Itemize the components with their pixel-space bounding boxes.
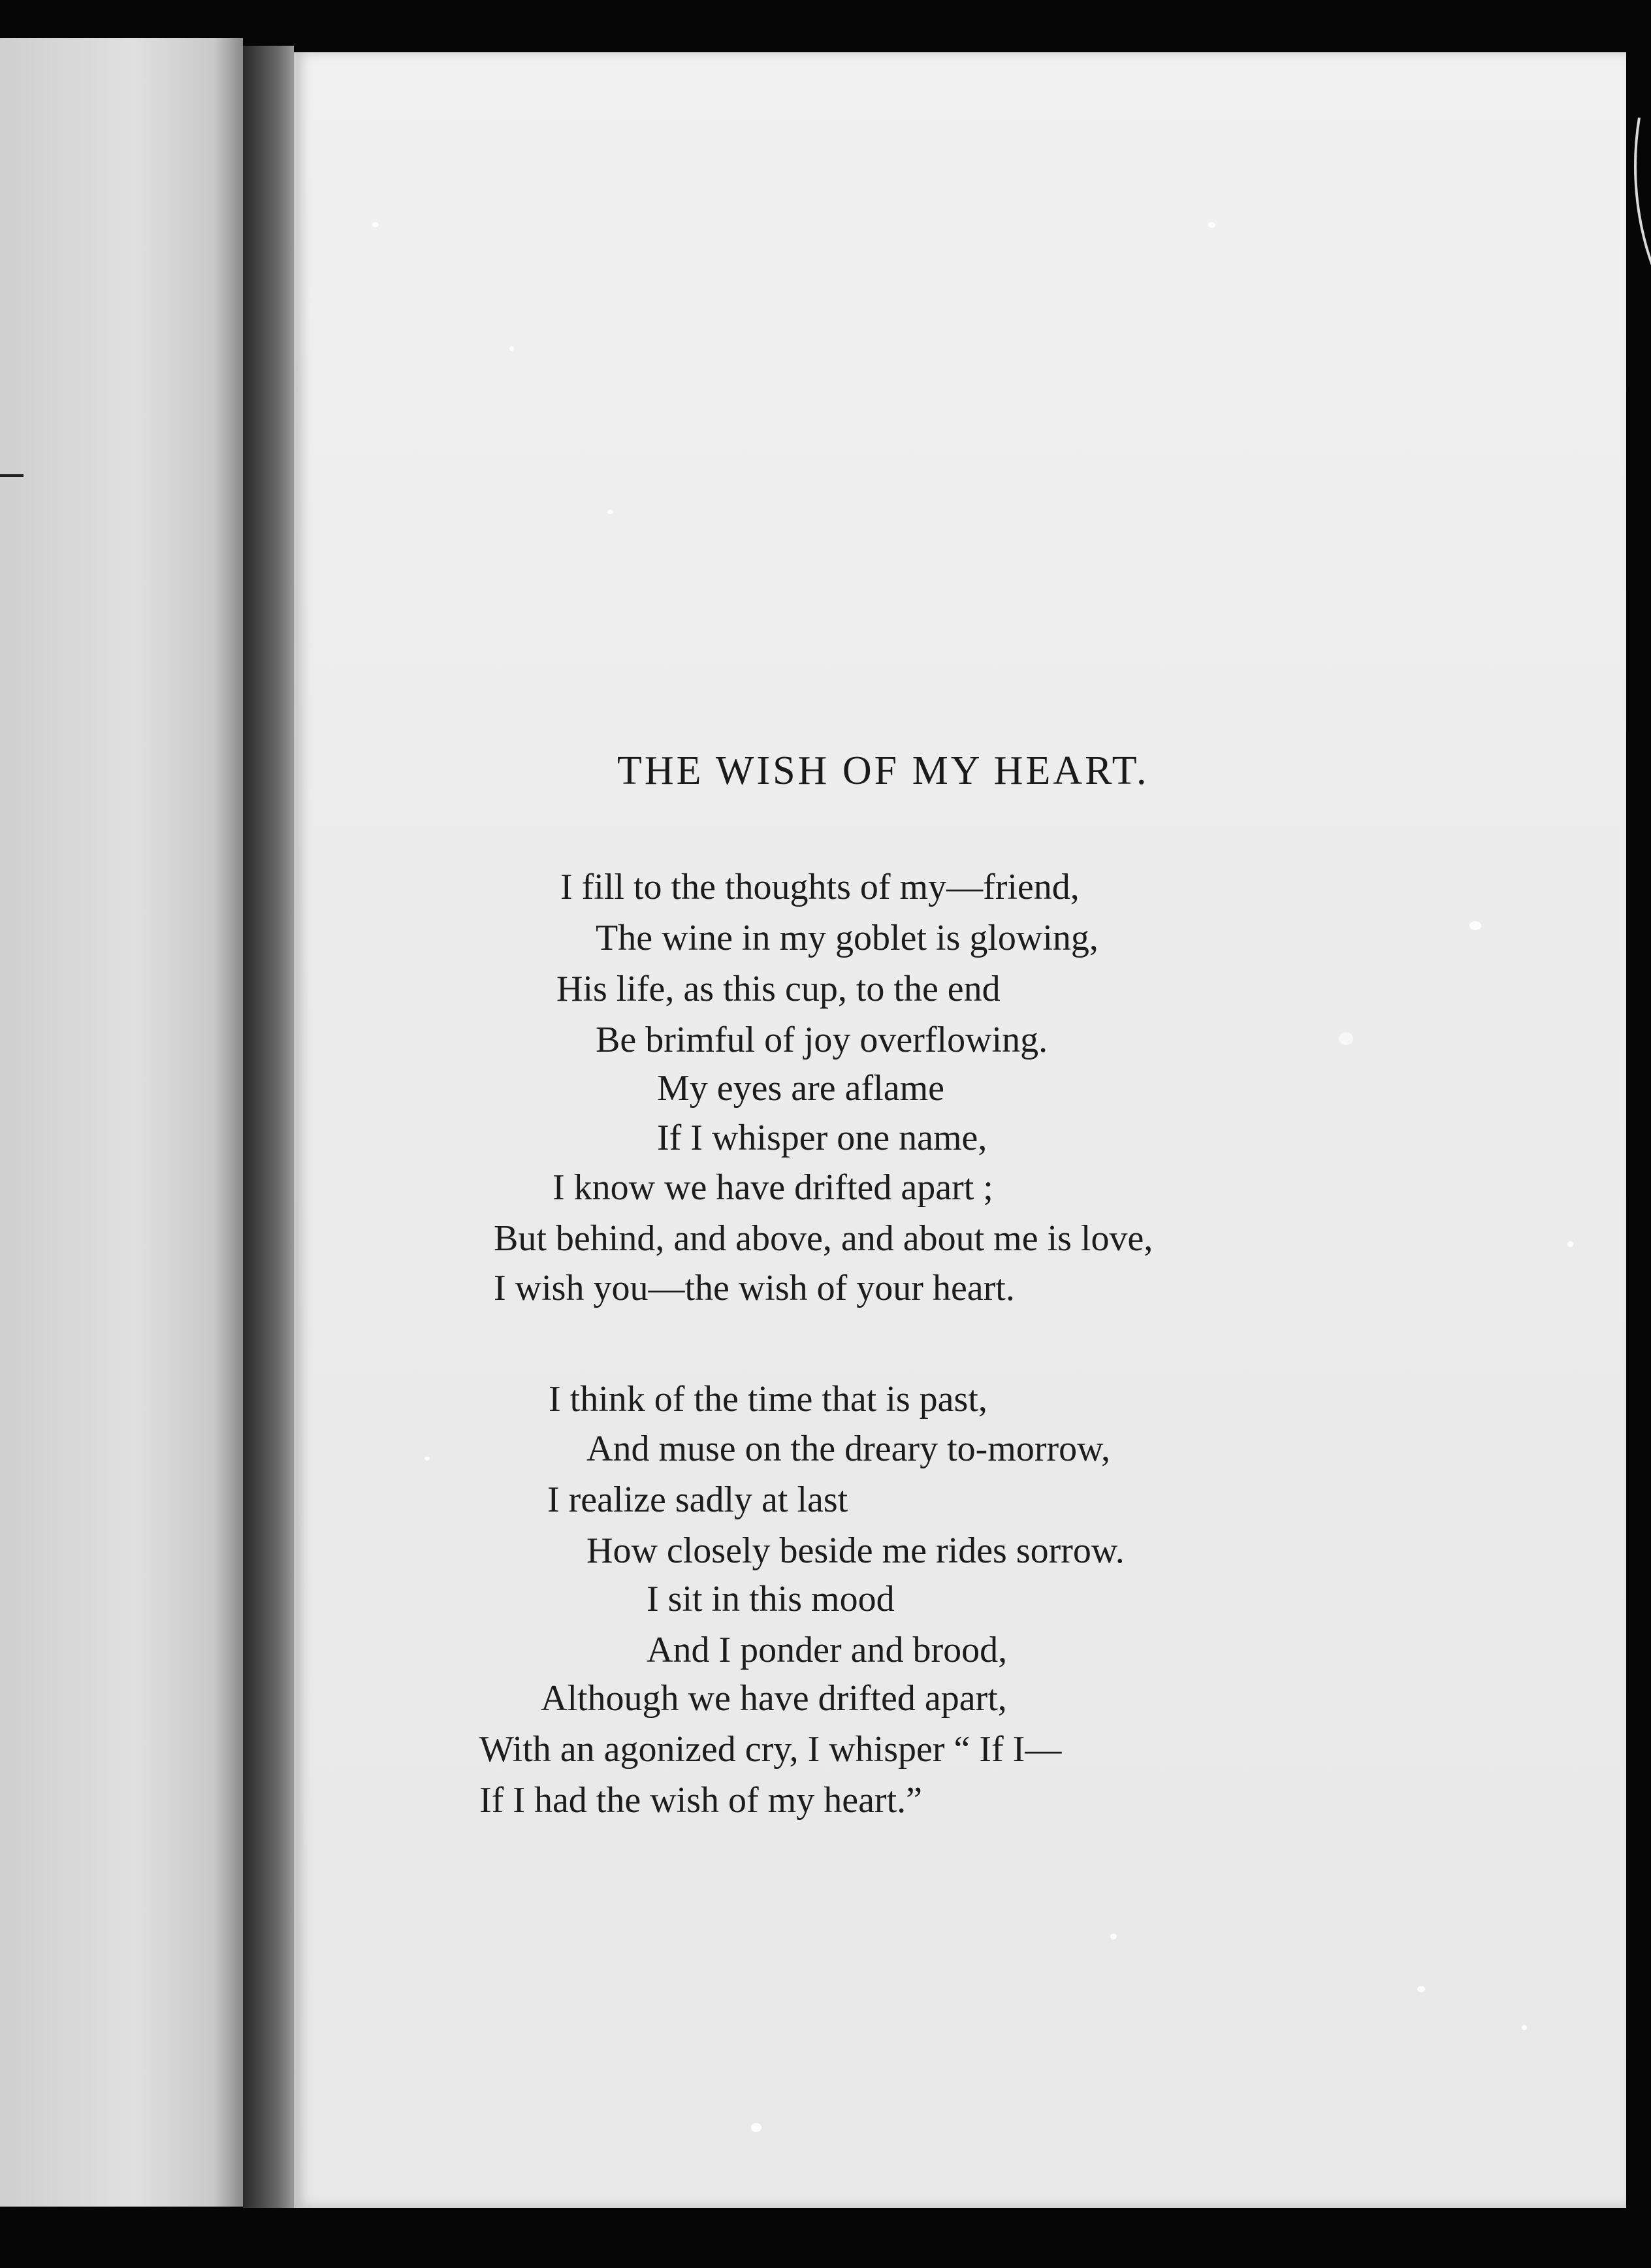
- poem-line: If I had the wish of my heart.”: [479, 1780, 922, 1821]
- poem-line: I sit in this mood: [647, 1579, 895, 1619]
- poem-line: And I ponder and brood,: [647, 1630, 1008, 1670]
- poem-line: Although we have drifted apart,: [541, 1678, 1007, 1719]
- dust-speck: [1522, 2025, 1527, 2030]
- dust-speck: [1208, 222, 1215, 228]
- dust-speck: [509, 346, 514, 351]
- dust-speck: [1339, 1032, 1353, 1045]
- poem-title: THE WISH OF MY HEART.: [617, 749, 1149, 793]
- page-crease-line: [1626, 118, 1651, 705]
- dust-speck: [607, 510, 613, 514]
- poem-line: I fill to the thoughts of my—friend,: [560, 867, 1080, 907]
- left-page-edge: [0, 38, 243, 2207]
- scan-bottom-border: [0, 2216, 1651, 2268]
- poem-line: The wine in my goblet is glowing,: [596, 918, 1098, 958]
- poem-line: But behind, and above, and about me is love,: [494, 1218, 1153, 1259]
- dust-speck: [1417, 1986, 1425, 1992]
- poem-line: I realize sadly at last: [547, 1480, 848, 1520]
- poem-line: I wish you—the wish of your heart.: [494, 1268, 1015, 1308]
- dust-speck: [1567, 1241, 1573, 1247]
- dust-speck: [751, 2123, 761, 2132]
- poem-line: I think of the time that is past,: [549, 1379, 987, 1419]
- poem-line: And muse on the dreary to-morrow,: [586, 1429, 1110, 1469]
- poem-line: How closely beside me rides sorrow.: [586, 1531, 1125, 1571]
- dust-speck: [372, 222, 379, 227]
- left-page-rule-mark: [0, 474, 24, 477]
- poem-line: If I whisper one name,: [657, 1118, 987, 1158]
- poem-line: I know we have drifted apart ;: [553, 1167, 993, 1208]
- dust-speck: [1469, 921, 1481, 930]
- poem-line: His life, as this cup, to the end: [556, 969, 1001, 1009]
- dust-speck: [425, 1457, 430, 1461]
- book-gutter: [243, 46, 294, 2208]
- poem-line: Be brimful of joy overflowing.: [596, 1020, 1048, 1060]
- poem-line: My eyes are aflame: [657, 1068, 944, 1109]
- dust-speck: [1110, 1934, 1117, 1939]
- poem-line: With an agonized cry, I whisper “ If I—: [479, 1729, 1062, 1770]
